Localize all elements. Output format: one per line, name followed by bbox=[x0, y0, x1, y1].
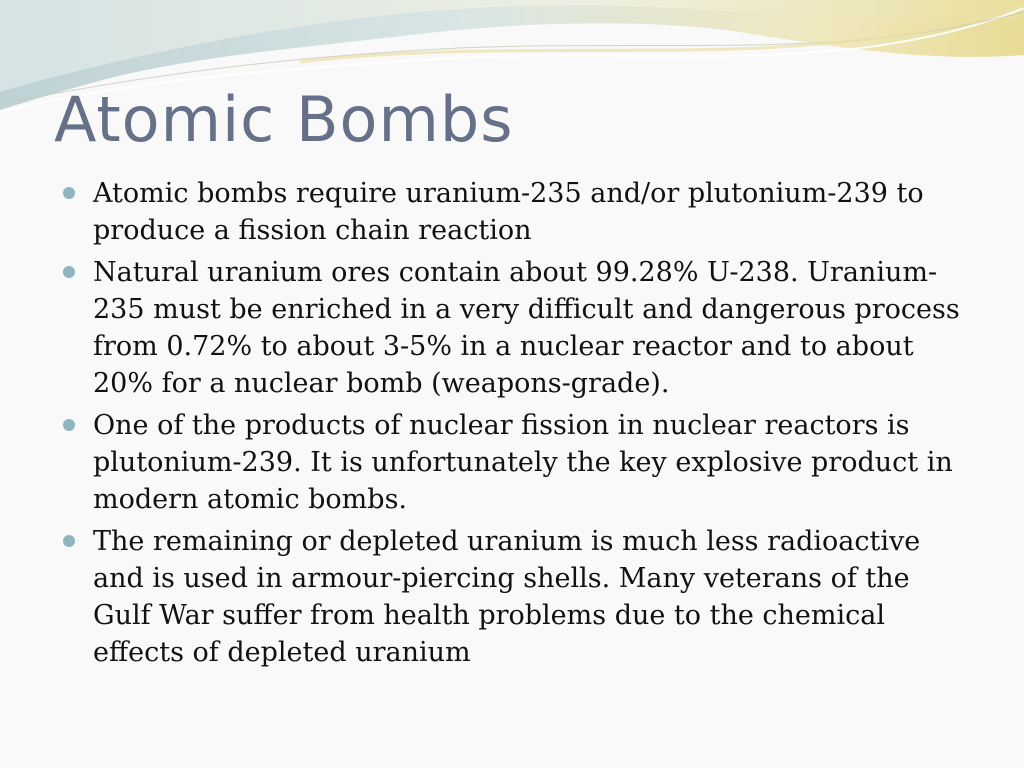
bullet-text: Natural uranium ores contain about 99.28% U-238. Uranium-235 must be enriched in a very difficult and dangerous process from 0.72% to about 3-5% in a nuclear reactor and to about 20% for a nuclear bomb (weapons-grade). bbox=[93, 257, 960, 399]
bullet-item bbox=[62, 254, 962, 402]
bullet-item bbox=[62, 407, 962, 518]
bullet-dot-icon bbox=[63, 535, 75, 547]
bullet-dot-icon bbox=[63, 419, 75, 431]
bullet-text: Atomic bombs require uranium-235 and/or plutonium-239 to produce a fission chain reaction bbox=[93, 178, 924, 246]
bullet-dot-icon bbox=[63, 266, 75, 278]
bullet-text: One of the products of nuclear fission in nuclear reactors is plutonium-239. It is unfortunately the key explosive product in modern atomic bombs. bbox=[93, 410, 953, 515]
bullet-list bbox=[62, 175, 962, 676]
bullet-item bbox=[62, 523, 962, 671]
bullet-item bbox=[62, 175, 962, 249]
slide-title: Atomic Bombs bbox=[54, 83, 514, 156]
bullet-dot-icon bbox=[63, 187, 75, 199]
bullet-text: The remaining or depleted uranium is much less radioactive and is used in armour-piercing shells. Many veterans of the Gulf War suffer from health problems due to the chemical effects of depleted uranium bbox=[93, 526, 921, 668]
